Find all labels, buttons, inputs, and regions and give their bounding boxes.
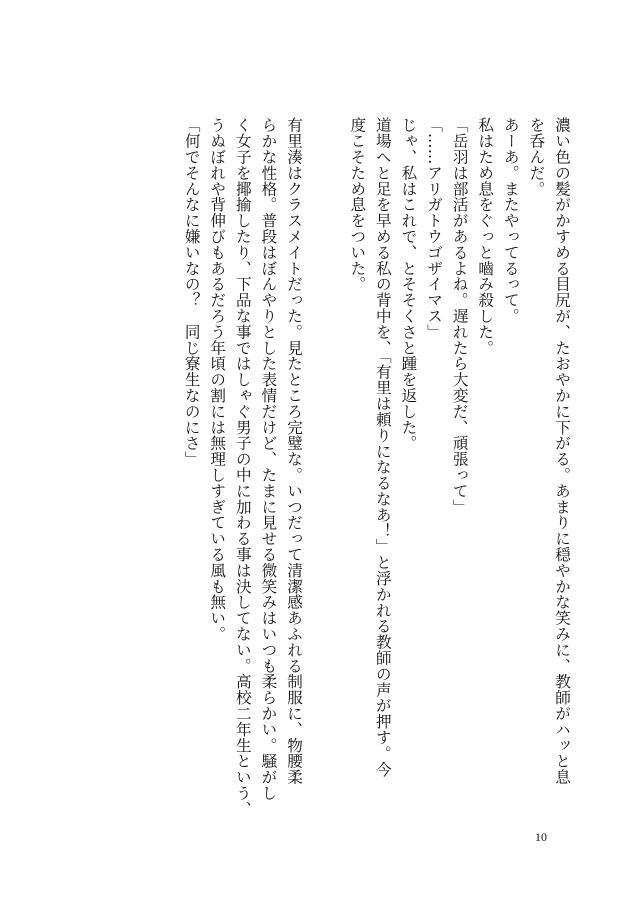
dialogue-line: 「……アリガトウゴザイマス」 bbox=[425, 117, 444, 340]
text-line: を呑んだ。 bbox=[527, 117, 546, 197]
text-line: あーあ。またやってるって。 bbox=[501, 117, 520, 324]
text-block-first bbox=[334, 117, 574, 817]
text-line: 道場へと足を早める私の背中を、「有里は頼りになるなあ！」と浮かれる教師の声が押す。今 bbox=[373, 117, 392, 777]
text-line: らかな性格。普段はぼんやりとした表情だけど、たまに見せる微笑みはいつも柔らかい。騒がし bbox=[259, 117, 278, 801]
text-line: じゃ、私はこれで、とそそくさと踵を返した。 bbox=[399, 117, 418, 451]
page-number: 10 bbox=[535, 830, 547, 844]
text-line: 度こそため息をついた。 bbox=[348, 117, 367, 292]
text-line: 有里湊はクラスメイトだった。見たところ完璧な。いつだって清潔感あふれる制服に、物腰柔 bbox=[285, 117, 303, 785]
dialogue-line: 「岳羽は部活があるよね。遅れたら大変だ、頑張って」 bbox=[450, 117, 469, 515]
text-line: 私はため息をぐっと嚙み殺した。 bbox=[476, 117, 495, 356]
text-line: く女子を揶揄したり、下品な事ではしゃぐ男子の中に加わる事は決してない。高校二年生という、 bbox=[233, 117, 252, 817]
text-line: 濃い色の髪がかすめる目尻が、たおやかに下がる。あまりに穏やかな笑みに、教師がハッと息 bbox=[553, 117, 571, 785]
dialogue-line: 「何でそんなに嫌いなの？ 同じ寮生なのにさ」 bbox=[182, 117, 201, 467]
text-block-second bbox=[106, 117, 306, 817]
text-line: うぬぼれや背伸びもあるだろう年頃の割には無理しすぎている風も無い。 bbox=[208, 117, 227, 642]
